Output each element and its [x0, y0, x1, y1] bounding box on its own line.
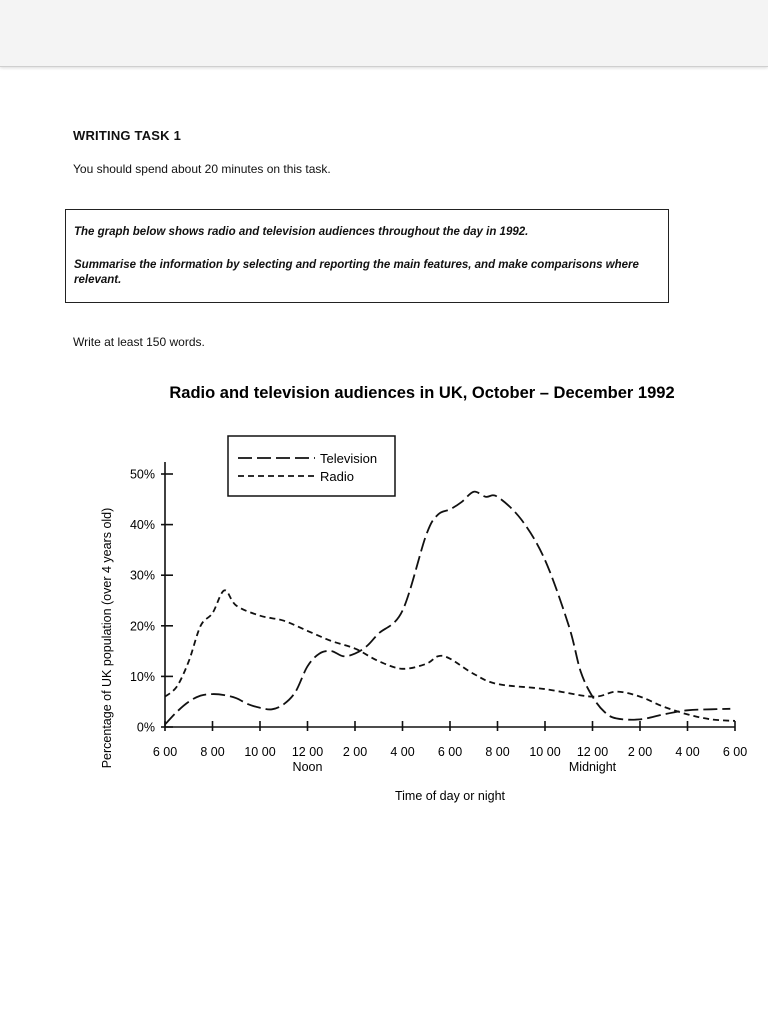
- y-tick-label: 10%: [129, 669, 155, 684]
- x-tick-sublabel: Noon: [292, 760, 323, 774]
- x-tick-label: 10 00: [529, 745, 561, 759]
- x-tick-label: 4 00: [390, 745, 415, 759]
- x-tick-label: 10 00: [244, 745, 276, 759]
- x-tick-label: 6 00: [152, 745, 178, 759]
- audience-line-chart: [0, 370, 768, 820]
- x-tick-label: 2 00: [342, 745, 368, 759]
- chart-legend: [228, 436, 395, 496]
- y-tick-label: 20%: [129, 619, 155, 634]
- x-tick-label: 6 00: [437, 745, 463, 759]
- x-tick-label: 4 00: [675, 745, 700, 759]
- word-count-instruction: Write at least 150 words.: [73, 335, 205, 349]
- prompt-description: The graph below shows radio and television audiences throughout the day in 1992.: [74, 226, 529, 238]
- y-tick-label: 30%: [129, 568, 155, 583]
- chart-axes: [130, 462, 747, 774]
- x-tick-label: 2 00: [627, 745, 653, 759]
- task-prompt-box: [65, 209, 669, 303]
- time-instruction: You should spend about 20 minutes on this task.: [73, 162, 331, 176]
- legend-television-label: Television: [320, 451, 378, 466]
- prompt-instruction: Summarise the information by selecting and reporting the main features, and make comparisons where relevant.: [74, 259, 639, 286]
- y-tick-label: 0%: [136, 720, 155, 735]
- x-tick-sublabel: Midnight: [568, 760, 617, 774]
- browser-top-bar: [0, 0, 768, 67]
- task-title: WRITING TASK 1: [73, 128, 181, 143]
- x-tick-label: 8 00: [485, 745, 510, 759]
- chart-series: [165, 492, 735, 725]
- series-line-radio: [165, 590, 735, 721]
- x-tick-label: 12 00: [291, 745, 324, 759]
- x-axis-label: Time of day or night: [394, 789, 506, 803]
- y-tick-label: 50%: [129, 467, 155, 482]
- chart-title: Radio and television audiences in UK, October – December 1992: [169, 384, 675, 402]
- legend-box: [228, 436, 395, 496]
- series-line-television: [165, 492, 730, 725]
- x-tick-label: 6 00: [722, 745, 748, 759]
- x-tick-label: 8 00: [200, 745, 225, 759]
- legend-radio-label: Radio: [320, 469, 354, 484]
- y-tick-label: 40%: [129, 518, 155, 533]
- x-tick-label: 12 00: [576, 745, 609, 759]
- y-axis-label: Percentage of UK population (over 4 years old): [100, 507, 114, 769]
